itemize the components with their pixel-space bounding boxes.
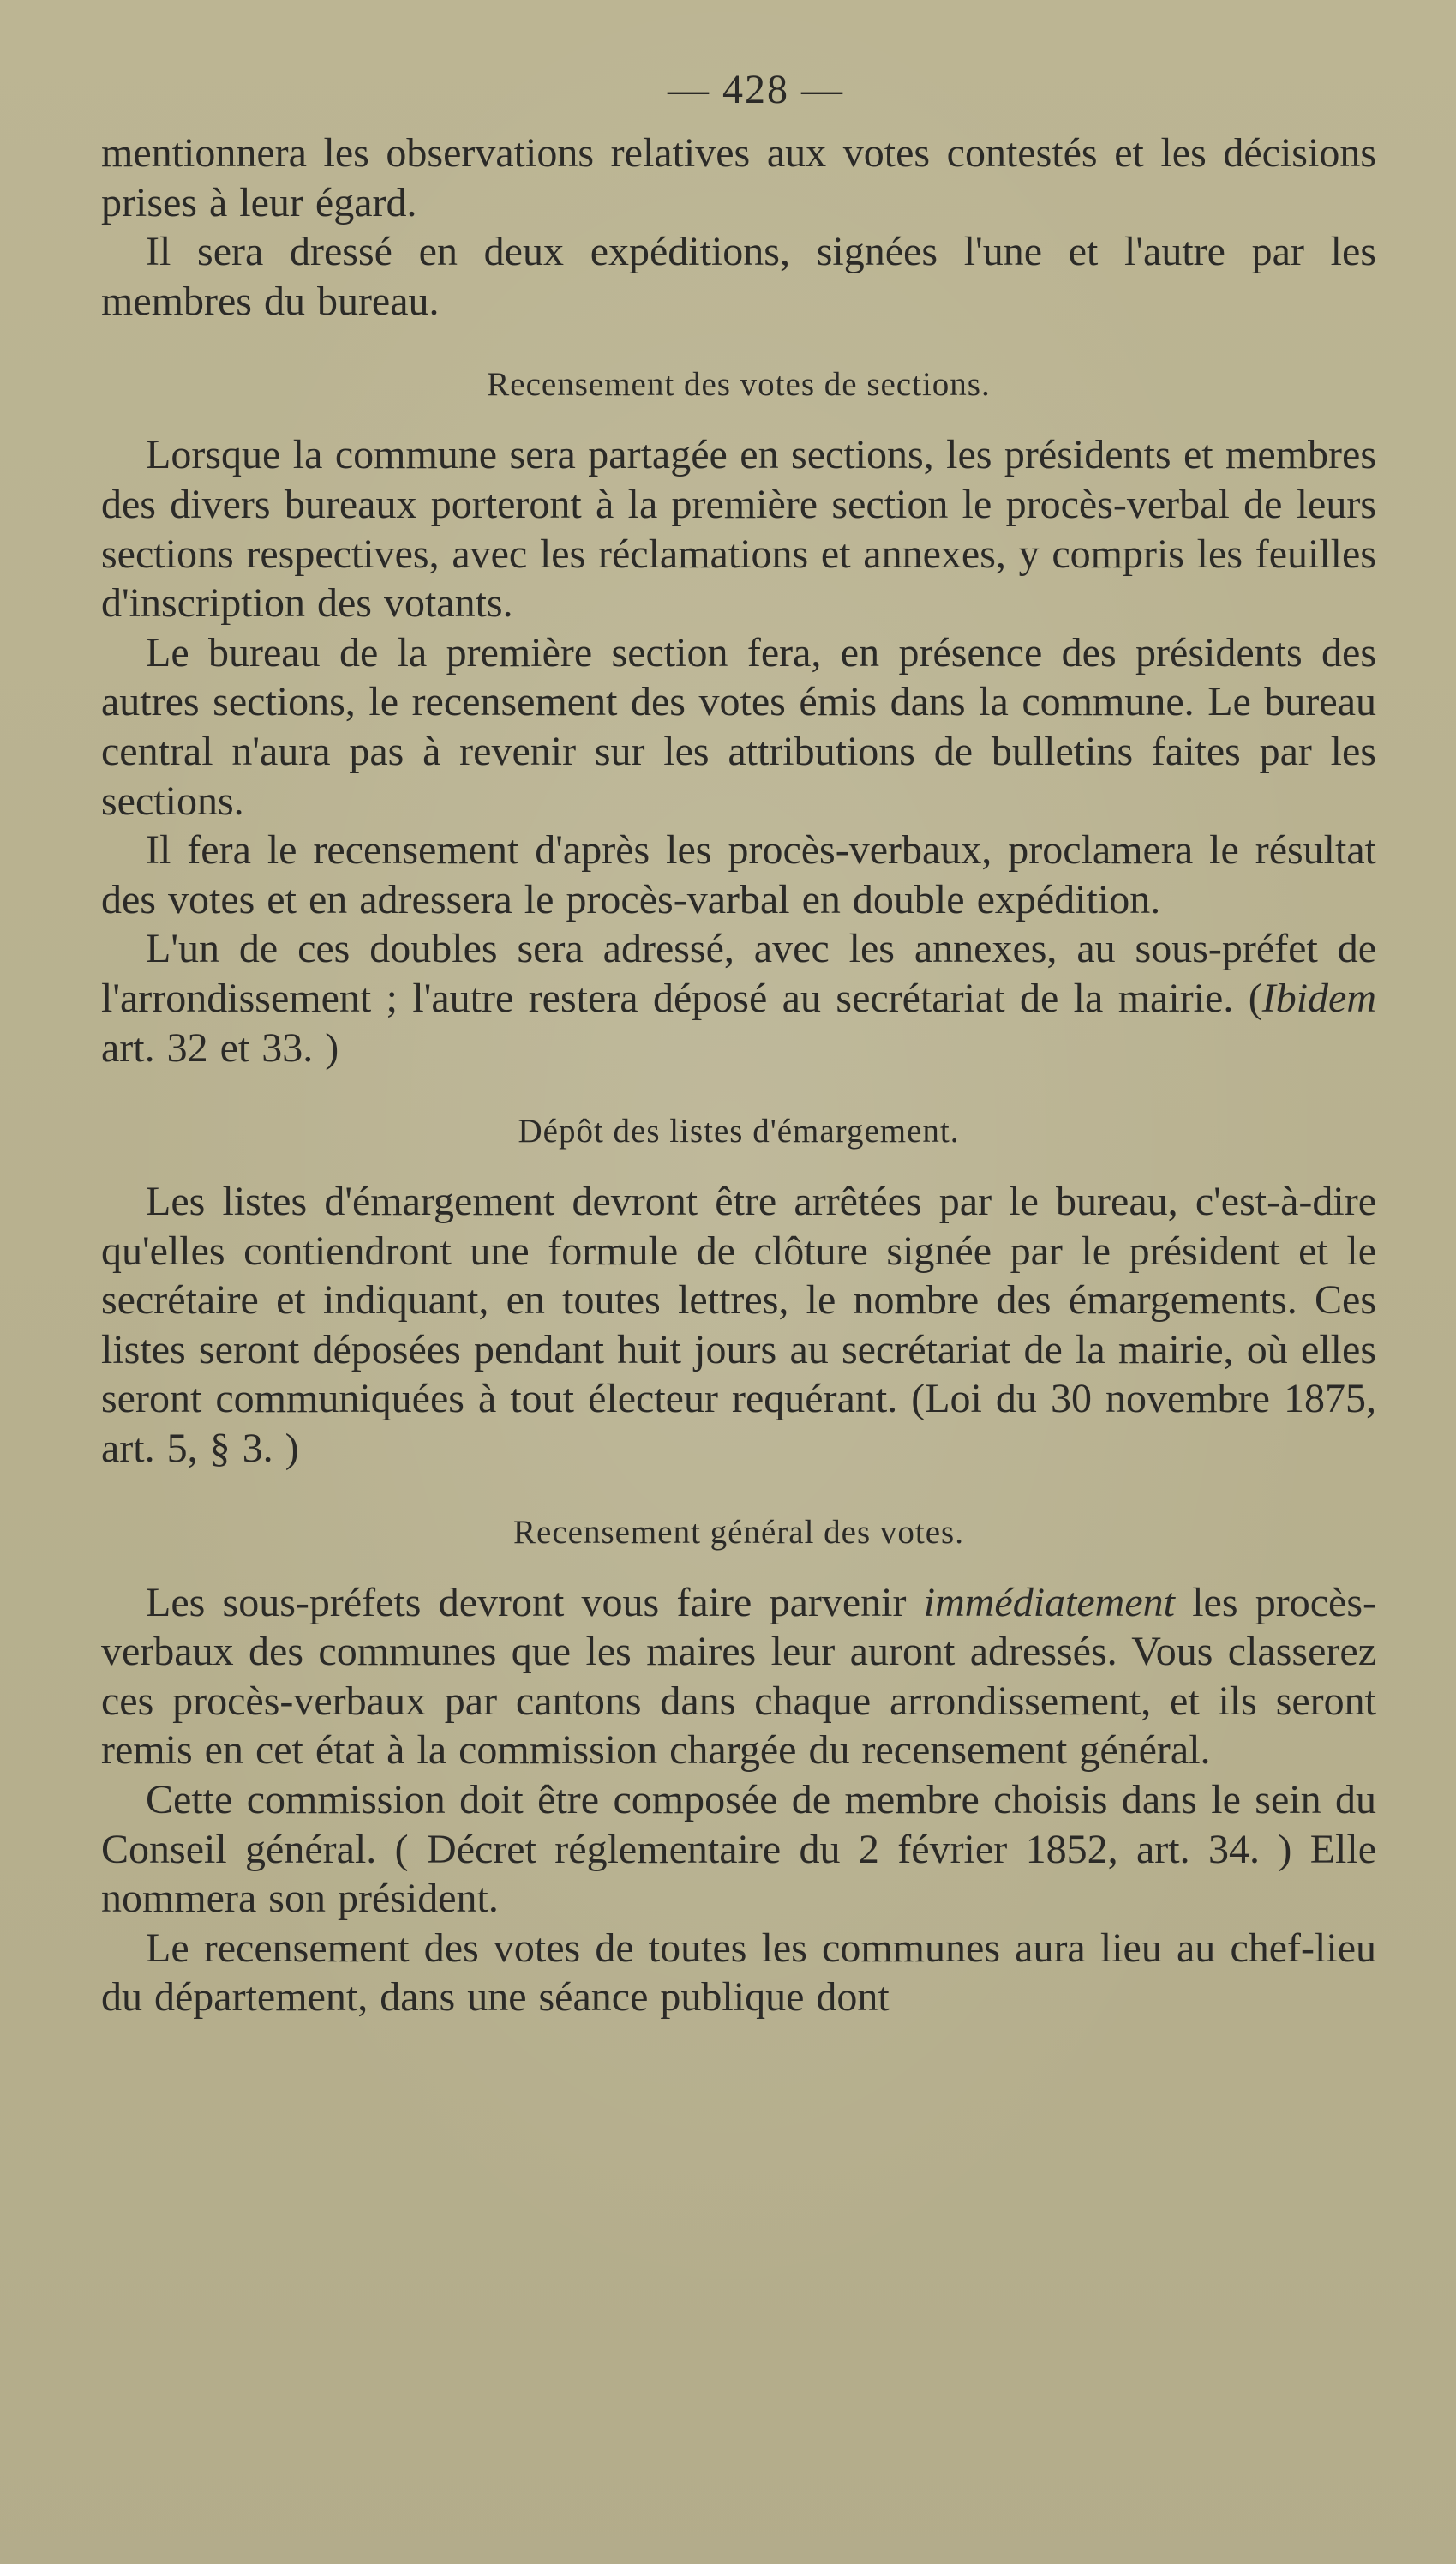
paragraph-doubles-text: L'un de ces doubles sera adressé, avec les annexes, au sous-préfet de l'arrondissement ; l'autre restera déposé au secrétariat de la mairie. ( (101, 926, 1376, 1021)
paragraph-recensement-chef-lieu: Le recensement des votes de toutes les communes aura lieu au chef-lieu du département, dans une séance publique dont (101, 1925, 1376, 2021)
section-heading-recensement-sections: Recensement des votes de sections. (487, 366, 991, 404)
paragraph-sous-prefets-before: Les sous-préfets devront vous faire parvenir (146, 1579, 924, 1625)
paragraph-sous-prefets-after: les procès-verbaux des communes que les maires leur auront adressés. Vous classerez ces procès-verbaux par cantons dans chaque arrondissement, et ils seront remis en cet état à la commission chargée du recensement général. (101, 1579, 1377, 1774)
section-heading-recensement-general: Recensement général des votes. (513, 1513, 964, 1551)
section-heading-depot-listes: Dépôt des listes d'émargement. (518, 1113, 960, 1150)
page-content (101, 65, 1376, 2022)
emphasis-immediatement: immédiatement (923, 1579, 1175, 1625)
citation-articles: art. 32 et 33. ) (101, 1024, 339, 1071)
paragraph-doubles-adresses (101, 924, 1376, 1072)
paragraph-commission: Cette commission doit être composée de membre choisis dans le sein du Conseil général. ( Décret réglementaire du 2 février 1852, art. 34. ) Elle nommera son président. (101, 1777, 1376, 1922)
citation-ibidem: Ibidem (1261, 975, 1376, 1021)
paragraph-sections-partage: Lorsque la commune sera partagée en sections, les présidents et membres des divers bureaux porteront à la première section le procès-verbal de leurs sections respectives, avec les réclamations et annexes, y compris les feuilles d'inscription des votants. (101, 432, 1376, 627)
paragraph-listes-emargement: Les listes d'émargement devront être arrêtées par le bureau, c'est-à-dire qu'elles contiendront une formule de clôture signée par le président et le secrétaire et indiquant, en toutes lettres, le nombre des émargements. Ces listes seront déposées pendant huit jours au secrétariat de la mairie, où elles seront communiquées à tout électeur requérant. (Loi du 30 novembre 1875, art. 5, § 3. ) (101, 1179, 1376, 1472)
paragraph-sous-prefets (101, 1578, 1376, 1775)
paragraph-recensement-proces-verbaux: Il fera le recensement d'après les procès-verbaux, proclamera le résultat des votes et en adressera le procès-varbal en double expédition. (101, 827, 1376, 922)
paragraph-continuation: mentionnera les observations relatives aux votes contestés et les décisions prises à leur égard. (101, 130, 1376, 225)
paragraph-bureau-premiere-section: Le bureau de la première section fera, en présence des présidents des autres sections, le recensement des votes émis dans la commune. Le bureau central n'aura pas à revenir sur les attributions de bulletins faites par les sections. (101, 629, 1376, 824)
paragraph-expeditions: Il sera dressé en deux expéditions, signées l'une et l'autre par les membres du bureau. (101, 229, 1376, 324)
page-number: — 428 — (668, 67, 844, 112)
